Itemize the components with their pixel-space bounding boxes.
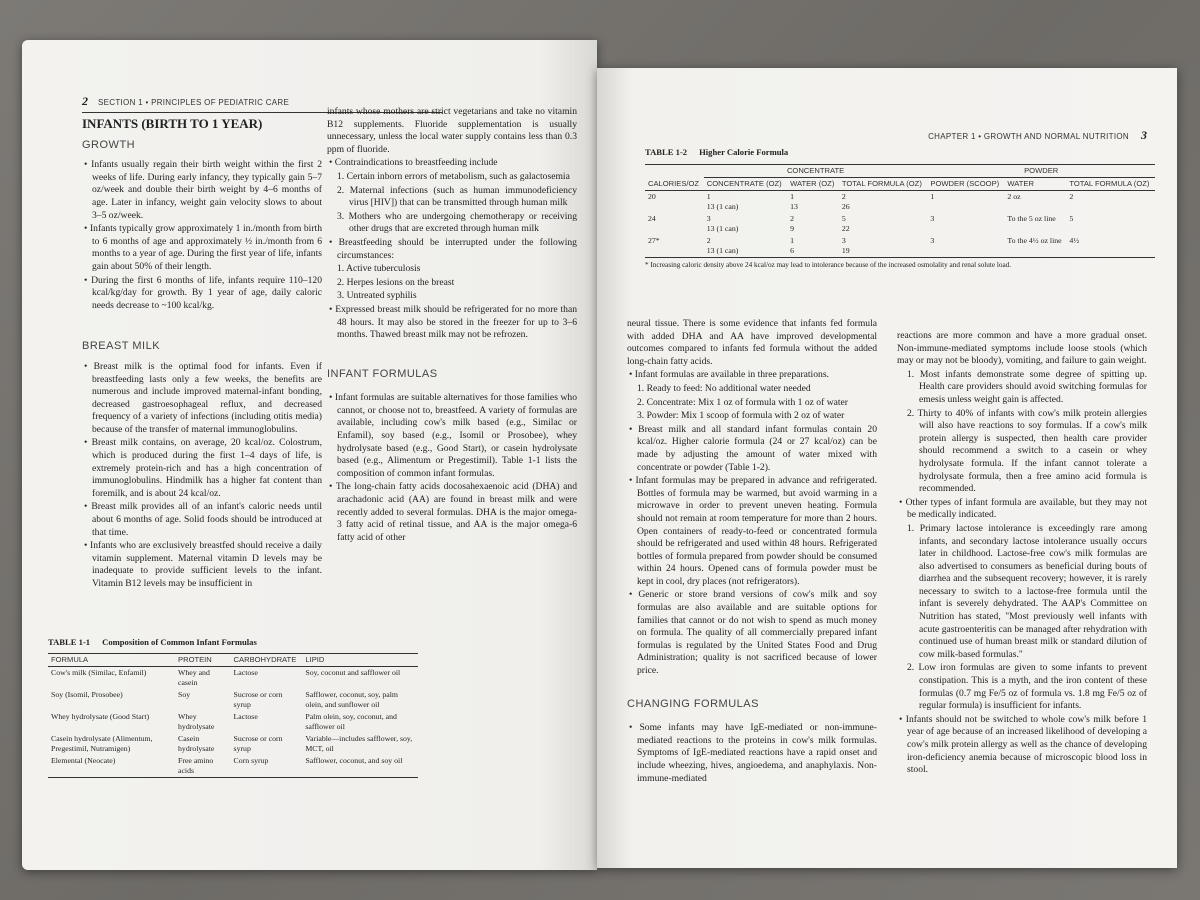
right-column-1 <box>627 318 877 786</box>
table-cell: Sucrose or corn syrup <box>233 734 283 753</box>
table-cell: 2 13 (1 can) <box>706 236 739 255</box>
table-cell: 2 oz <box>1007 192 1021 201</box>
table-1-2 <box>645 142 1155 269</box>
right-col1-intro: neural tissue. There is some evidence that infants fed formula with added DHA and AA have improved developmental outcomes compared to infants fed formula without the added long-chain fatty acids. <box>627 318 877 367</box>
table-cell: Lactose <box>233 712 258 721</box>
prep-list <box>627 383 877 423</box>
table-row <box>48 755 418 778</box>
table-cell: Free amino acids <box>178 756 214 775</box>
table-cell: 1 13 (1 can) <box>706 192 739 211</box>
table-cell: Whey and casein <box>178 668 210 687</box>
changing-formulas-heading: CHANGING FORMULAS <box>627 697 759 710</box>
prep-item: 2. Concentrate: Mix 1 oz of formula with 1 oz of water <box>637 396 849 408</box>
table-1-2-header: POWDER (SCOOP) <box>930 179 1000 188</box>
table-cell: Whey hydrolysate (Good Start) <box>51 712 150 721</box>
powder-group: POWDER <box>927 165 1155 178</box>
table-row <box>48 711 418 733</box>
breast-milk-list <box>82 361 322 591</box>
table-cell: Elemental (Neocate) <box>51 756 116 765</box>
table-cell: 5 22 <box>841 214 850 233</box>
prep-item: 3. Powder: Mix 1 scoop of formula with 2 oz of water <box>637 410 845 422</box>
table-1-2-header: TOTAL FORMULA (OZ) <box>841 179 922 188</box>
right-col2-intro: reactions are more common and have a more gradual onset. Non-immune-mediated symptoms include loose stools (which may or may not be bloody), vomiting, and failure to gain weight. <box>897 330 1147 367</box>
table-cell: 20 <box>648 192 656 201</box>
table-1-2-header: WATER (OZ) <box>790 179 835 188</box>
table-1-1 <box>48 632 418 778</box>
right-col1-bullet: • Infant formulas may be prepared in advance and refrigerated. Bottles of formula may be warmed, but avoid warming in a microwave in order to prevent uneven heating. Formula should not remain at room temperature for more than 2 hours. Open containers of ready-to-feed or concentrated formula should be refrigerated and used within 48 hours. Refrigerated bottles of formula prepared from powder should be consumed within 24 hours. Opened cans of formula powder must be kept in cool, dry places (not refrigerators). <box>629 475 877 587</box>
expressed-milk: • Expressed breast milk should be refrigerated for no more than 48 hours. It may also be stored in the freezer for up to 3–6 months. Thawed breast milk may not be refrozen. <box>329 303 577 341</box>
formula-list <box>327 392 577 544</box>
growth-list <box>82 159 322 312</box>
changing-bullet: • Some infants may have IgE-mediated or non-immune-mediated reactions to the proteins in cow's milk formulas. Symptoms of IgE-mediated reactions have a rapid onset and include wheezing, hives, angioedema, and anaphylaxis. Non-immune-mediated <box>629 722 877 784</box>
table-cell: Soy (Isomil, Prosobee) <box>51 690 123 699</box>
table-1-1-caption: TABLE 1-1 Composition of Common Infant Formulas <box>48 637 257 647</box>
table-cell: 4½ <box>1069 236 1080 245</box>
table-cell: Sucrose or corn syrup <box>233 690 283 709</box>
growth-bullet: • During the first 6 months of life, infants require 110–120 kcal/kg/day for growth. By 1 year of age, daily caloric needs decrease to ~100 kcal/kg. <box>84 274 322 311</box>
table-1-2-caption: TABLE 1-2 Higher Calorie Formula <box>645 147 789 157</box>
table-cell: 5 <box>1069 214 1074 223</box>
interrupt-item: 1. Active tuberculosis <box>337 263 421 275</box>
right-col1-bullet: • Breast milk and all standard infant formulas contain 20 kcal/oz. Higher calorie formula (24 or 27 kcal/oz) can be made by adjusting the amount of water mixed with concentrate or powder (Table 1-2). <box>629 423 877 473</box>
table-cell: 24 <box>648 214 656 223</box>
prep-item: 1. Ready to feed: No additional water needed <box>637 382 811 394</box>
table-cell: Soy <box>178 690 191 699</box>
table-1-1-grid <box>48 653 418 778</box>
table-1-2-header: CONCENTRATE (OZ) <box>706 179 782 188</box>
table-1-2-header: TOTAL FORMULA (OZ) <box>1069 179 1150 188</box>
right-page <box>597 68 1177 868</box>
contraindications-label: • Contraindications to breastfeeding include <box>329 157 498 169</box>
interrupt-item: 2. Herpes lesions on the breast <box>337 276 455 288</box>
right-col2-list-b <box>897 523 1147 713</box>
table-1-1-header: CARBOHYDRATE <box>233 655 297 664</box>
table-row <box>645 235 1155 258</box>
table-cell: Variable—includes safflower, soy, MCT, oil <box>305 734 413 753</box>
table-cell: 3 13 (1 can) <box>706 214 739 233</box>
table-1-2-header: CALORIES/OZ <box>648 178 700 188</box>
breast-milk-heading: BREAST MILK <box>82 340 161 353</box>
table-1-1-header: LIPID <box>305 655 325 664</box>
table-cell: 3 <box>930 236 935 245</box>
left-running-head-text: SECTION 1 • PRINCIPLES OF PEDIATRIC CARE <box>98 98 290 107</box>
table-row <box>645 213 1155 235</box>
formula-bullet: • Infant formulas are suitable alternatives for those families who cannot, or choose not to, breastfeed. A variety of formulas are available, including cow's milk based (e.g., Similac or Enfamil), soy based (e.g., Isomil or Prosobee), whey hydrolysate based (e.g., Good Start), or casein hydrolysate based (e.g., Alimentum or Pregestimil). Table 1-1 lists the composition of common infant formulas. <box>329 392 577 479</box>
contraindication-item: 1. Certain inborn errors of metabolism, such as galactosemia <box>337 170 570 182</box>
interrupt-item: 3. Untreated syphilis <box>337 290 417 302</box>
breast-milk-bullet: • Infants who are exclusively breastfed should receive a daily vitamin supplement. Maternal vitamin D levels may be inadequate to provide sufficient levels to the infant. Vitamin B12 levels may be insufficient in <box>84 540 322 589</box>
breast-milk-bullet: • Breast milk contains, on average, 20 kcal/oz. Colostrum, which is produced during the first 1–4 days of life, is extremely protein-rich and has a high concentration of immunoglobulins. Hindmilk has a higher fat content than foremilk, and is about 24 kcal/oz. <box>84 437 322 499</box>
table-1-1-header: PROTEIN <box>178 655 212 664</box>
table-cell: Lactose <box>233 668 258 677</box>
table-cell: Soy, coconut and safflower oil <box>305 668 401 677</box>
right-col2-item: 1. Most infants demonstrate some degree of spitting up. Health care providers should avoid switching formulas for emesis unless weight gain is affected. <box>907 368 1147 405</box>
final-bullet: • Infants should not be switched to whole cow's milk before 1 year of age because of an increased likelihood of developing a cow's milk protein allergy as well as the chance of developing iron-deficiency anemia because of microscopic blood loss in stool. <box>899 713 1147 776</box>
right-page-number: 3 <box>1141 128 1147 142</box>
table-row <box>48 733 418 755</box>
table-cell: To the 5 oz line <box>1007 214 1056 223</box>
table-cell: Palm olein, soy, coconut, and safflower oil <box>305 712 397 731</box>
right-column-2 <box>897 330 1147 778</box>
interrupt-list <box>327 263 577 303</box>
left-page <box>22 40 597 870</box>
table-1-1-header: FORMULA <box>51 655 89 664</box>
table-cell: 2 26 <box>841 192 850 211</box>
contraindication-item: 2. Maternal infections (such as human immunodeficiency virus [HIV]) that can be transmitted through human milk <box>337 184 577 209</box>
table-1-2-grid <box>645 164 1155 258</box>
table-cell: 1 6 <box>790 236 794 255</box>
concentrate-group: CONCENTRATE <box>704 165 928 178</box>
table-1-2-footnote: * Increasing caloric density above 24 kcal/oz may lead to intolerance because of the increased osmolality and renal solute load. <box>645 261 1012 269</box>
contraindications-list <box>327 171 577 236</box>
prep-label: • Infant formulas are available in three preparations. <box>629 369 829 381</box>
right-col2-item: 2. Low iron formulas are given to some infants to prevent constipation. This is a myth, and the iron content of these formulas (0.7 mg Fe/5 oz of formula vs. 1.8 mg Fe/5 oz of regular formula) is insufficient for infants. <box>907 662 1147 712</box>
breast-milk-bullet: • Breast milk provides all of an infant's caloric needs until about 6 months of age. Solid foods should be introduced at that time. <box>84 501 322 538</box>
growth-heading: GROWTH <box>82 138 136 151</box>
other-types: • Other types of infant formula are available, but they may not be medically indicated. <box>899 496 1147 521</box>
table-row <box>48 667 418 690</box>
left-column-2 <box>327 106 577 545</box>
table-cell: Corn syrup <box>233 756 269 765</box>
right-col1-bullet: • Generic or store brand versions of cow's milk and soy formulas are also available and are suitable options for families that cannot or do not wish to spend as much money on formula. The quality of all commercially prepared infant formulas is regulated by the United States Food and Drug Administration; quality is not sacrificed because of lower price. <box>629 589 877 677</box>
table-row <box>645 191 1155 214</box>
right-col2-list-a <box>897 369 1147 496</box>
table-cell: Cow's milk (Similac, Enfamil) <box>51 668 147 677</box>
table-cell: 1 <box>930 192 935 201</box>
formula-bullet: • The long-chain fatty acids docosahexaenoic acid (DHA) and arachadonic acid (AA) are found in breast milk and were recently added to several formulas. DHA is the major omega-3 fatty acid of retinal tissue, and AA is the major omega-6 fatty acid of other <box>329 481 577 543</box>
table-cell: Safflower, coconut, soy, palm olein, and sunflower oil <box>305 690 398 709</box>
right-col2-item: 1. Primary lactose intolerance is exceedingly rare among infants, and secondary lactose intolerance usually occurs later in childhood. Lactose-free cow's milk formulas are also advertised to consumers as beneficial during bouts of diarrhea and the subsequent recovery; however, it is rarely necessary to switch to a lactose-free formula until the infant is severely dehydrated. The AAP's Committee on Nutrition has stated, "Most previously well infants with acute gastroenteritis can be managed after rehydration with continued use of human breast milk or standard dilution of cow milk-based formulas." <box>907 522 1147 660</box>
table-cell: 27* <box>648 236 660 245</box>
table-cell: 1 13 <box>790 192 798 211</box>
table-cell: 3 19 <box>841 236 850 255</box>
contraindication-item: 3. Mothers who are undergoing chemotherapy or receiving other drugs that are excreted through human milk <box>337 210 577 235</box>
breast-milk-bullet: • Breast milk is the optimal food for infants. Even if breastfeeding lasts only a few weeks, the benefits are numerous and include improved maternal-infant bonding, decreased gastroesophageal reflux, and decreased frequency of a variety of infections (including otitis media) because of the transfer of maternal immunoglobulins. <box>84 360 322 435</box>
growth-bullet: • Infants usually regain their birth weight within the first 2 weeks of life. During early infancy, they typically gain 5–7 oz/week and double their birth weight by 4–6 months of age. Later in infancy, weight gain velocity slows to about 3–5 oz/week. <box>84 159 322 221</box>
table-cell: Casein hydrolysate <box>178 734 215 753</box>
right-running-head-text: CHAPTER 1 • GROWTH AND NORMAL NUTRITION <box>928 132 1129 141</box>
table-1-2-header: WATER <box>1007 179 1034 188</box>
right-col2-item: 2. Thirty to 40% of infants with cow's milk protein allergies will also have reactions to soy formulas. If a cow's milk protein allergy is suspected, then health care provider should recommend a switch to a casein or whey hydrolysate formula. If the infant cannot tolerate a hydrolysate formula, then a free amino acid formula is recommended. <box>907 407 1147 495</box>
interrupt-label: • Breastfeeding should be interrupted under the following circumstances: <box>329 236 577 261</box>
table-cell: Safflower, coconut, and soy oil <box>305 756 403 765</box>
col2-intro: infants whose mothers are strict vegetarians and take no vitamin B12 supplements. Fluoride supplementation is usually unnecessary, unless the local water supply contains less than 0.3 ppm of fluoride. <box>327 106 577 155</box>
right-col1-list <box>627 424 877 678</box>
table-row <box>48 689 418 711</box>
left-column-1 <box>82 118 322 592</box>
infant-formulas-heading: INFANT FORMULAS <box>327 367 438 380</box>
left-page-number: 2 <box>82 94 88 108</box>
table-cell: To the 4½ oz line <box>1007 236 1062 245</box>
table-cell: 3 <box>930 214 935 223</box>
table-cell: Casein hydrolysate (Alimentum, Pregestimil, Nutramigen) <box>51 734 153 753</box>
table-cell: 2 <box>1069 192 1074 201</box>
table-cell: Whey hydrolysate <box>178 712 215 731</box>
growth-bullet: • Infants typically grow approximately 1 in./month from birth to 6 months of age and approximately ½ in./month from 6 months to a year of age. During the first year of life, infants gain about 50% of their length. <box>84 223 322 272</box>
section-title: INFANTS (BIRTH TO 1 YEAR) <box>82 116 263 131</box>
table-cell: 2 9 <box>790 214 794 233</box>
